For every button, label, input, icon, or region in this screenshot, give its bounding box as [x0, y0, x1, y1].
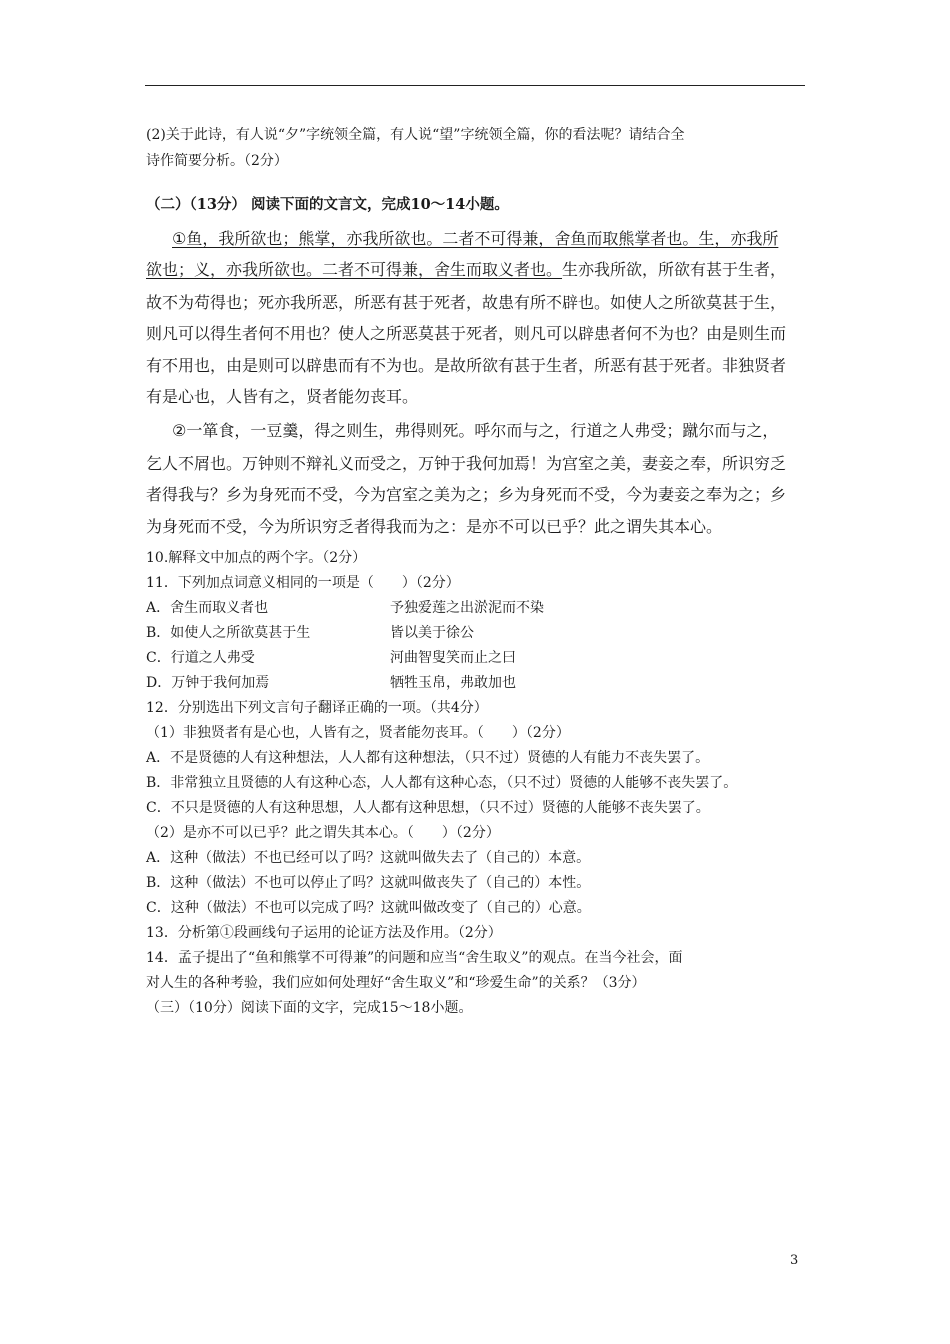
passage-1-line-2-rest: 生亦我所欲，所欲有甚于生者， [562, 260, 787, 279]
question-10: 10.解释文中加点的两个字。（2分） [146, 550, 367, 566]
question-11-option-b [146, 623, 474, 643]
question-12-sub-2: （2）是亦不可以已乎？此之谓失其本心。（ ）（2分） [146, 825, 500, 841]
section-2-heading: （二）（13分） 阅读下面的文言文，完成10～14小题。 [146, 196, 509, 213]
option-c-right: 河曲智叟笑而止之曰 [390, 650, 516, 666]
question-14-line-2: 对人生的各种考验，我们应如何处理好“舍生取义”和“珍爱生命”的关系？（3分） [146, 975, 646, 991]
passage-2-line-1: ②一箪食，一豆羹，得之则生，弗得则死。呼尔而与之，行道之人弗受；蹴尔而与之， [172, 421, 779, 440]
option-b-left: B．如使人之所欲莫甚于生 [146, 625, 311, 641]
passage-1-line-5: 有不用也，由是则可以辟患而有不为也。是故所欲有甚于生者，所恶有甚于死者。非独贤者 [146, 356, 787, 375]
question-12-1-option-b: B．非常独立且贤德的人有这种心态，人人都有这种心态，（只不过）贤德的人能够不丧失罢了。 [146, 775, 738, 791]
option-d-right: 牺牲玉帛，弗敢加也 [390, 675, 516, 691]
question-11-option-d [146, 673, 516, 693]
question-13: 13．分析第①段画线句子运用的论证方法及作用。（2分） [146, 925, 502, 941]
option-a-left: A．舍生而取义者也 [146, 600, 269, 616]
passage-1-line-4: 则凡可以得生者何不用也？使人之所恶莫甚于死者，则凡可以辟患者何不为也？由是则生而 [146, 324, 787, 343]
underlined-sentence: 欲也；义，亦我所欲也。二者不可得兼，舍生而取义者也。 [146, 260, 563, 279]
question-12-stem: 12．分别选出下列文言句子翻译正确的一项。（共4分） [146, 700, 488, 716]
poem-question-line-2: 诗作简要分析。（2分） [146, 153, 288, 169]
question-12-2-option-c: C．这种（做法）不也可以完成了吗？这就叫做改变了（自己的）心意。 [146, 900, 591, 916]
question-12-2-option-b: B．这种（做法）不也可以停止了吗？这就叫做丧失了（自己的）本性。 [146, 875, 591, 891]
page-number: 3 [790, 1253, 799, 1268]
question-14-line-1: 14．孟子提出了“鱼和熊掌不可得兼”的问题和应当“舍生取义”的观点。在当今社会，面 [146, 950, 683, 966]
passage-1-line-6: 有是心也，人皆有之，贤者能勿丧耳。 [146, 387, 419, 406]
header-rule [145, 85, 805, 86]
option-a-right: 予独爱莲之出淤泥而不染 [390, 600, 544, 616]
passage-2-line-3: 者得我与？乡为身死而不受，今为宫室之美为之；乡为身死而不受，今为妻妾之奉为之；乡 [146, 485, 787, 504]
question-12-sub-1: （1）非独贤者有是心也，人皆有之，贤者能勿丧耳。（ ）（2分） [146, 725, 570, 741]
question-12-2-option-a: A．这种（做法）不也已经可以了吗？这就叫做失去了（自己的）本意。 [146, 850, 591, 866]
question-12-1-option-c: C．不只是贤德的人有这种思想，人人都有这种思想，（只不过）贤德的人能够不丧失罢了。 [146, 800, 710, 816]
question-11-option-c [146, 648, 516, 668]
question-11-stem: 11．下列加点词意义相同的一项是（ ）（2分） [146, 575, 460, 591]
passage-2-line-4: 为身死而不受，今为所识穷乏者得我而为之：是亦不可以已乎？此之谓失其本心。 [146, 517, 723, 536]
passage-2-line-2: 乞人不屑也。万钟则不辩礼义而受之，万钟于我何加焉！为宫室之美，妻妾之奉，所识穷乏 [146, 454, 787, 473]
passage-1-line-3: 故不为苟得也；死亦我所恶，所恶有甚于死者，故患有所不辟也。如使人之所欲莫甚于生， [146, 293, 787, 312]
question-11-option-a [146, 598, 544, 618]
poem-question-line-1: (2)关于此诗，有人说“夕”字统领全篇，有人说“望”字统领全篇，你的看法呢？请结合全 [146, 127, 685, 143]
passage-1-line-2 [146, 259, 786, 281]
question-12-1-option-a: A．不是贤德的人有这种想法，人人都有这种想法，（只不过）贤德的人有能力不丧失罢了。 [146, 750, 710, 766]
passage-1-line-1: ①鱼，我所欲也；熊掌，亦我所欲也。二者不可得兼，舍鱼而取熊掌者也。生，亦我所 [172, 229, 779, 248]
option-d-left: D．万钟于我何加焉 [146, 675, 270, 691]
section-3-heading: （三）（10分）阅读下面的文字，完成15～18小题。 [146, 1000, 473, 1016]
option-c-left: C．行道之人弗受 [146, 650, 255, 666]
option-b-right: 皆以美于徐公 [390, 625, 474, 641]
